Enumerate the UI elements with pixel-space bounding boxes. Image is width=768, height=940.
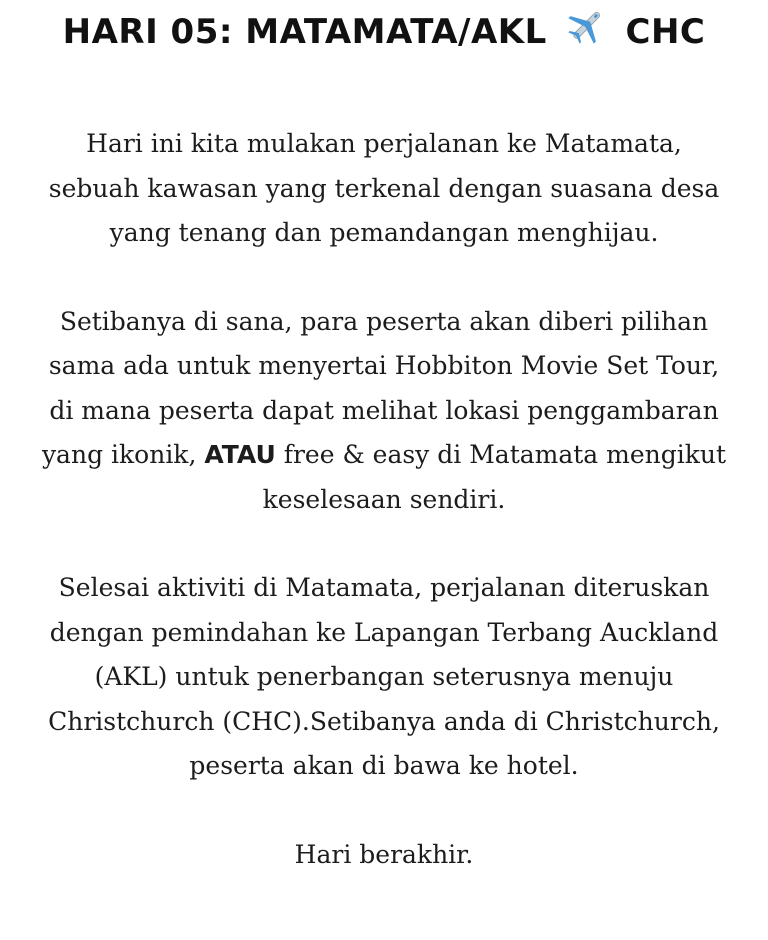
text-line: Setibanya di sana, para peserta akan diberi pilihan <box>59 306 709 336</box>
text-line: peserta akan di bawa ke hotel. <box>189 751 579 780</box>
page-title <box>0 8 768 59</box>
title-route-from: HARI 05: MATAMATA/AKL <box>62 12 547 52</box>
title-route-to: CHC <box>625 12 706 52</box>
text-line: keselesaan sendiri. <box>262 484 506 514</box>
itinerary-body <box>40 122 728 921</box>
paragraph-options <box>40 300 728 523</box>
airplane-icon <box>565 5 607 56</box>
text-line: Hari berakhir. <box>294 839 474 869</box>
text-line: (AKL) untuk penerbangan seterusnya menuju <box>94 662 674 691</box>
emphasis-atau: ATAU <box>204 440 276 469</box>
text-fragment: yang ikonik, <box>41 440 205 469</box>
text-line: di mana peserta dapat melihat lokasi penggambaran <box>49 395 719 425</box>
paragraph-transfer <box>40 566 728 789</box>
paragraph-intro <box>40 122 728 256</box>
text-line: Christchurch (CHC).Setibanya anda di Christchurch, <box>48 706 720 736</box>
text-fragment: free & easy di Matamata mengikut <box>275 440 727 469</box>
text-line <box>40 433 728 478</box>
text-line: yang tenang dan pemandangan menghijau. <box>109 218 659 247</box>
paragraph-end <box>40 833 728 878</box>
text-line: Selesai aktiviti di Matamata, perjalanan diteruskan <box>58 573 710 602</box>
text-line: dengan pemindahan ke Lapangan Terbang Auckland <box>49 617 719 647</box>
text-line: sama ada untuk menyertai Hobbiton Movie Set Tour, <box>48 351 720 380</box>
text-line: Hari ini kita mulakan perjalanan ke Matamata, <box>86 129 682 158</box>
text-line: sebuah kawasan yang terkenal dengan suasana desa <box>48 173 720 203</box>
